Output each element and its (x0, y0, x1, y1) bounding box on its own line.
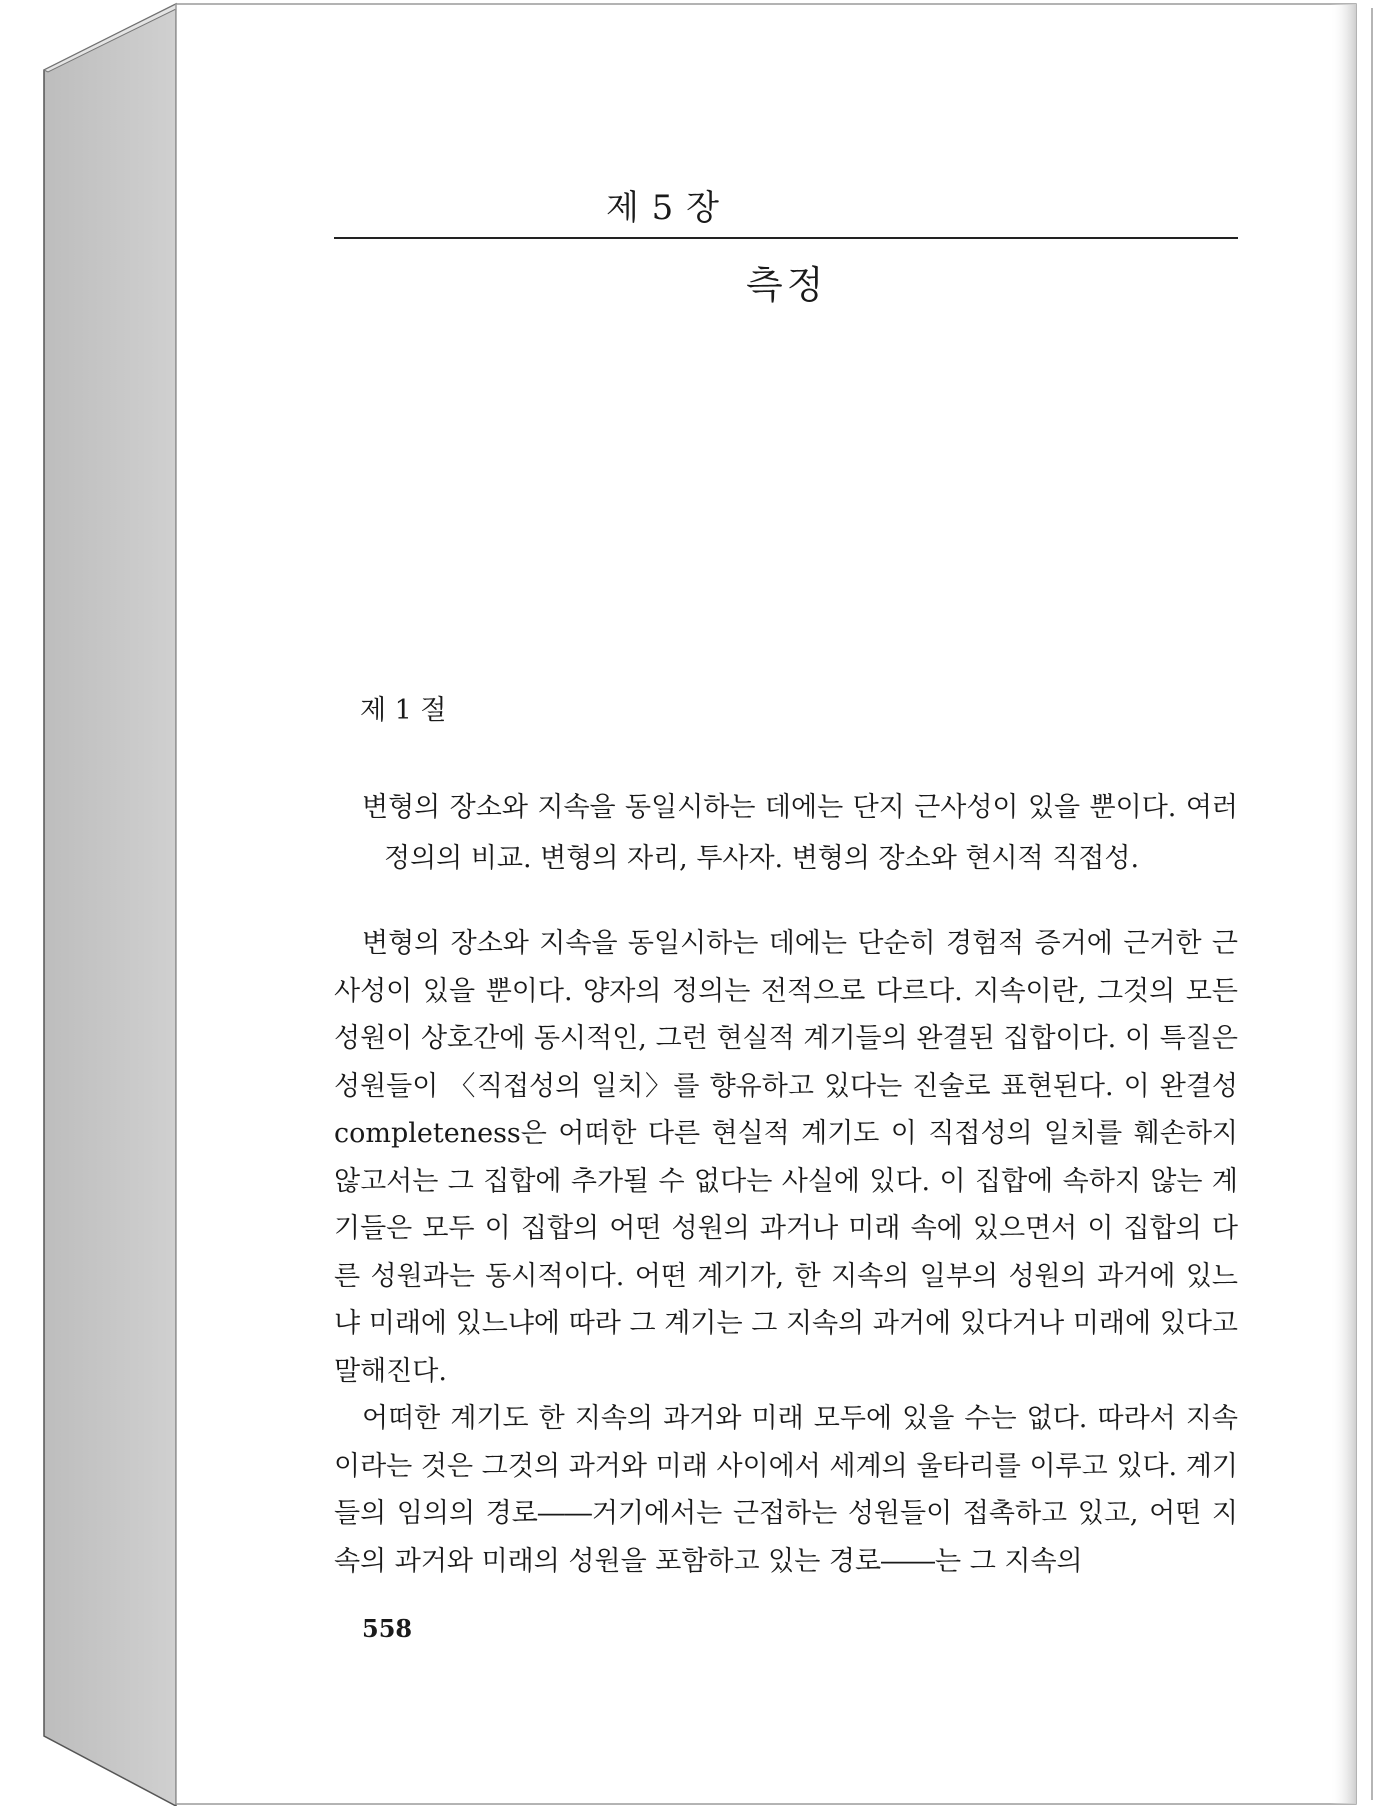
paragraph-2: 어떠한 계기도 한 지속의 과거와 미래 모두에 있을 수는 없다. 따라서 지속이라는 것은 그것의 과거와 미래 사이에서 세계의 울타리를 이루고 있다. 계기들의 임의의 경로――거기에서는 근접하는 성원들이 접촉하고 있고, 어떤 지속의 과거와 미래의 성원을 포함하고 있는 경로――는 그 지속의 (334, 1403, 1238, 1577)
chapter-rule (334, 237, 1238, 239)
page-number: 558 (362, 1614, 413, 1643)
paragraph-1: 변형의 장소와 지속을 동일시하는 데에는 단순히 경험적 증거에 근거한 근사성이 있을 뿐이다. 양자의 정의는 전적으로 다르다. 지속이란, 그것의 모든 성원이 상호간에 동시적인, 그런 현실적 계기들의 완결된 집합이다. 이 특질은 성원들이 〈직접성의 일치〉를 향유하고 있다는 진술로 표현된다. 이 완결성 completeness은 어떠한 다른 현실적 계기도 이 직접성의 일치를 훼손하지 않고서는 그 집합에 추가될 수 없다는 사실에 있다. 이 집합에 속하지 않는 계기들은 모두 이 집합의 어떤 성원의 과거나 미래 속에 있으면서 이 집합의 다른 성원과는 동시적이다. 어떤 계기가, 한 지속의 일부의 성원의 과거에 있느냐 미래에 있느냐에 따라 그 계기는 그 지속의 과거에 있다거나 미래에 있다고 말해진다. (334, 928, 1238, 1387)
summary-text: 변형의 장소와 지속을 동일시하는 데에는 단지 근사성이 있을 뿐이다. 여러 정의의 비교. 변형의 자리, 투사자. 변형의 장소와 현시적 직접성. (362, 792, 1238, 874)
body-text (334, 920, 1238, 1585)
book-page (176, 2, 1356, 1802)
book-spine (44, 4, 176, 1806)
chapter-label: 제 5 장 (606, 188, 720, 228)
section-summary (362, 782, 1238, 884)
chapter-title: 측정 (746, 263, 828, 307)
section-label: 제 1 절 (360, 695, 447, 726)
